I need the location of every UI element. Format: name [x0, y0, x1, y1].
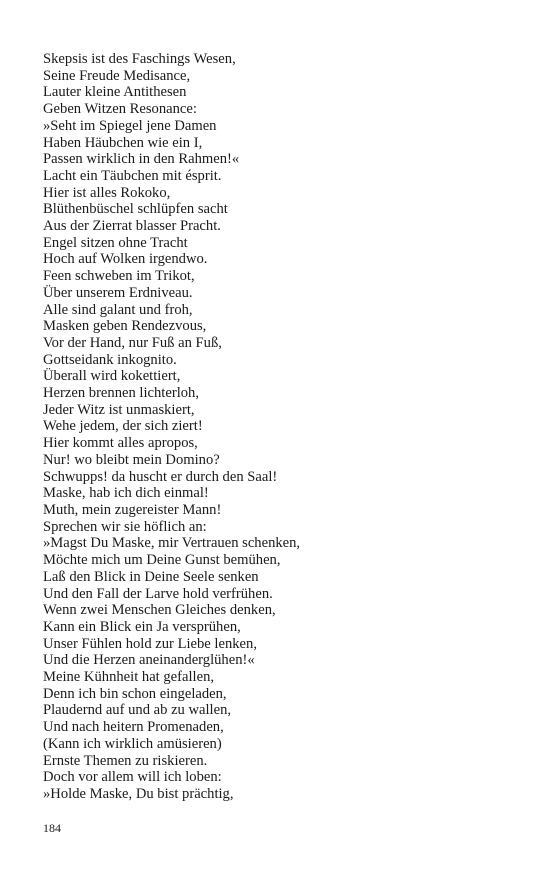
poem-line: Vor der Hand, nur Fuß an Fuß, [43, 334, 222, 351]
poem-line: Geben Witzen Resonance: [43, 101, 197, 118]
poem-line: Plaudernd auf und ab zu wallen, [43, 702, 232, 719]
poem-line: Überall wird kokettiert, [43, 368, 181, 385]
poem-line: Und die Herzen aneinanderglühen!« [43, 652, 255, 669]
poem-line: »Seht im Spiegel jene Damen [43, 117, 217, 134]
poem-line: Lauter kleine Antithesen [43, 84, 187, 101]
poem-line: Jeder Witz ist unmaskiert, [43, 401, 195, 418]
poem-line: Maske, hab ich dich einmal! [43, 485, 209, 502]
poem-line: »Magst Du Maske, mir Vertrauen schenken, [43, 535, 301, 552]
poem-line: Alle sind galant und froh, [43, 301, 193, 318]
poem-line: Kann ein Blick ein Ja versprühen, [43, 618, 241, 635]
poem-line: Skepsis ist des Faschings Wesen, [43, 51, 236, 67]
poem-line: Doch vor allem will ich loben: [43, 769, 222, 786]
poem-line: Muth, mein zugereister Mann! [43, 501, 222, 518]
poem-line: Gottseidank inkognito. [43, 351, 177, 368]
poem-line: Herzen brennen lichterloh, [43, 385, 199, 402]
poem-line: Hier ist alles Rokoko, [43, 184, 171, 201]
poem-line: Und den Fall der Larve hold verfrühen. [43, 585, 273, 602]
poem-line: Meine Kühnheit hat gefallen, [43, 669, 215, 686]
poem-line: Sprechen wir sie höflich an: [43, 518, 207, 535]
poem-line: Ernste Themen zu riskieren. [43, 752, 208, 769]
poem-line: Unser Fühlen hold zur Liebe lenken, [43, 635, 257, 652]
poem-line: Seine Freude Medisance, [43, 67, 191, 84]
poem-text-block [43, 51, 300, 803]
poem-line: Nur! wo bleibt mein Domino? [43, 451, 220, 468]
poem-line: Lacht ein Täubchen mit ésprit. [43, 167, 222, 184]
poem-line: Aus der Zierrat blasser Pracht. [43, 218, 221, 235]
poem-line: »Holde Maske, Du bist prächtig, [43, 785, 234, 802]
poem-line: Möchte mich um Deine Gunst bemühen, [43, 552, 281, 569]
poem-line: Wenn zwei Menschen Gleiches denken, [43, 602, 276, 619]
poem-line: Haben Häubchen wie ein I, [43, 134, 203, 151]
poem-line: Hier kommt alles apropos, [43, 435, 198, 452]
poem-line: Hoch auf Wolken irgendwo. [43, 251, 208, 268]
poem-line: Engel sitzen ohne Tracht [43, 234, 188, 251]
poem-line: Schwupps! da huscht er durch den Saal! [43, 468, 278, 485]
poem-line: Passen wirklich in den Rahmen!« [43, 151, 240, 168]
poem-line: Und nach heitern Promenaden, [43, 719, 224, 736]
poem-line: (Kann ich wirklich amüsieren) [43, 735, 222, 752]
poem-line: Masken geben Rendezvous, [43, 318, 207, 335]
poem-line: Laß den Blick in Deine Seele senken [43, 568, 259, 585]
page-number: 184 [43, 821, 61, 835]
poem-line: Feen schweben im Trikot, [43, 268, 195, 285]
poem-line: Blüthenbüschel schlüpfen sacht [43, 201, 228, 218]
poem-line: Über unserem Erdniveau. [43, 284, 193, 301]
poem-line: Denn ich bin schon eingeladen, [43, 685, 227, 702]
poem-line: Wehe jedem, der sich ziert! [43, 418, 203, 435]
